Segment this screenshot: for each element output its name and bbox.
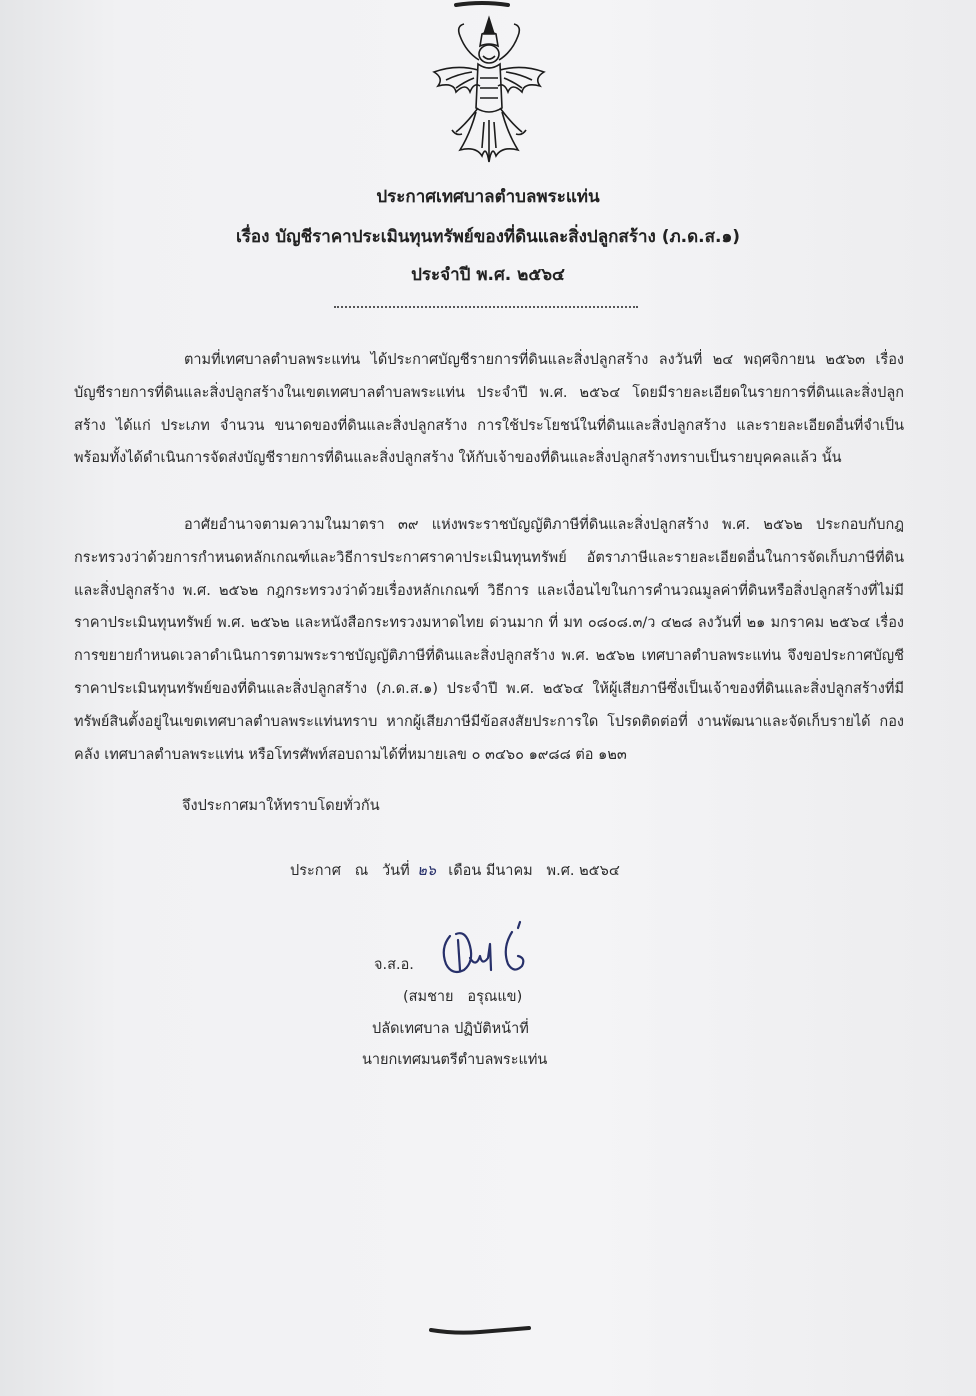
body-paragraph-1: ตามที่เทศบาลตำบลพระแท่น ได้ประกาศบัญชีรายการที่ดินและสิ่งปลูกสร้าง ลงวันที่ ๒๔ พฤศจิกายน ๒๕๖๓ เรื่อง บัญชีรายการที่ดินและสิ่งปลูกสร้างในเขตเทศบาลตำบลพระแท่น ประจำปี พ.ศ. ๒๕๖๔ โดยมีรายละเอียดในรายการที่ดินและสิ่งปลูกสร้าง ได้แก่ ประเภท จำนวน ขนาดของที่ดินและสิ่งปลูกสร้าง การใช้ประโยชน์ในที่ดินและสิ่งปลูกสร้าง และรายละเอียดอื่นที่จำเป็น พร้อมทั้งได้ดำเนินการจัดส่งบัญชีรายการที่ดินและสิ่งปลูกสร้าง ให้กับเจ้าของที่ดินและสิ่งปลูกสร้างทราบเป็นรายบุคคลแล้ว นั้น (74, 352, 904, 467)
date-month-year: เดือน มีนาคม พ.ศ. ๒๕๖๔ (443, 863, 620, 879)
date-day-handwritten: ๒๖ (417, 863, 436, 879)
announcement-subject: เรื่อง บัญชีราคาประเมินทุนทรัพย์ของที่ดินและสิ่งปลูกสร้าง (ภ.ด.ส.๑) (235, 227, 741, 247)
closing-statement: จึงประกาศมาให้ทราบโดยทั่วกัน (182, 798, 380, 814)
announcement-year: ประจำปี พ.ศ. ๒๕๖๔ (411, 265, 565, 285)
signer-name: (สมชาย อรุณแข) (403, 989, 523, 1005)
handwritten-signature (436, 918, 546, 984)
announcement-date (290, 859, 620, 882)
signer-rank: จ.ส.อ. (374, 957, 414, 973)
title-divider (334, 306, 638, 308)
staple-mark-icon (452, 0, 512, 10)
signer-position: ปลัดเทศบาล ปฏิบัติหน้าที่ (372, 1021, 529, 1037)
signer-acting-position: นายกเทศมนตรีตำบลพระแท่น (362, 1052, 548, 1068)
body-paragraph-2: อาศัยอำนาจตามความในมาตรา ๓๙ แห่งพระราชบัญญัติภาษีที่ดินและสิ่งปลูกสร้าง พ.ศ. ๒๕๖๒ ประกอบกับกฎกระทรวงว่าด้วยการกำหนดหลักเกณฑ์และวิธีการประกาศราคาประเมินทุนทรัพย์ อัตราภาษีและรายละเอียดอื่นในการจัดเก็บภาษีที่ดินและสิ่งปลูกสร้าง พ.ศ. ๒๕๖๒ กฎกระทรวงว่าด้วยเรื่องหลักเกณฑ์ วิธีการ และเงื่อนไขในการคำนวณมูลค่าที่ดินหรือสิ่งปลูกสร้างที่ไม่มีราคาประเมินทุนทรัพย์ พ.ศ. ๒๕๖๒ และหนังสือกระทรวงมหาดไทย ด่วนมาก ที่ มท ๐๘๐๘.๓/ว ๔๒๘ ลงวันที่ ๒๑ มกราคม ๒๕๖๔ เรื่อง การขยายกำหนดเวลาดำเนินการตามพระราชบัญญัติภาษีที่ดินและสิ่งปลูกสร้าง พ.ศ. ๒๕๖๒ เทศบาลตำบลพระแท่น จึงขอประกาศบัญชีราคาประเมินทุนทรัพย์ของที่ดินและสิ่งปลูกสร้าง (ภ.ด.ส.๑) ประจำปี พ.ศ. ๒๕๖๔ ให้ผู้เสียภาษีซึ่งเป็นเจ้าของที่ดินและสิ่งปลูกสร้างที่มีทรัพย์สินตั้งอยู่ในเขตเทศบาลตำบลพระแท่นทราบ หากผู้เสียภาษีมีข้อสงสัยประการใด โปรดติดต่อที่ งานพัฒนาและจัดเก็บรายได้ กองคลัง เทศบาลตำบลพระแท่น หรือโทรศัพท์สอบถามได้ที่หมายเลข ๐ ๓๔๖๐ ๑๙๘๘ ต่อ ๑๒๓ (74, 517, 904, 763)
date-prefix: ประกาศ ณ วันที่ (290, 863, 410, 879)
staple-mark-icon (425, 1320, 535, 1340)
announcement-title: ประกาศเทศบาลตำบลพระแท่น (376, 187, 600, 207)
garuda-emblem-icon (426, 12, 552, 172)
